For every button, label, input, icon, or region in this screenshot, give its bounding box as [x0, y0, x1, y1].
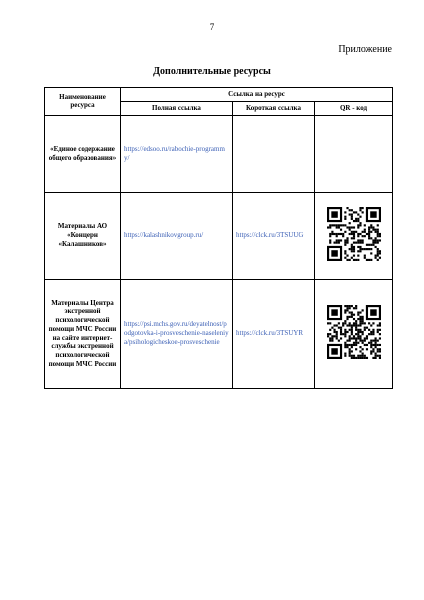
short-link[interactable]: https://clck.ru/3TSUUG [233, 192, 315, 279]
col-header-full-link: Полная ссылка [121, 101, 233, 115]
resource-name: Материалы Центра экстренной психологической помощи МЧС России на сайте интернет-службы экстренной психологической помощи МЧС России [45, 279, 121, 388]
full-link[interactable]: https://kalashnikovgroup.ru/ [121, 192, 233, 279]
resources-table [44, 87, 393, 389]
appendix-label: Приложение [338, 44, 392, 55]
qr-code-icon [327, 305, 381, 359]
table-row [45, 192, 393, 279]
col-header-short-link: Короткая ссылка [233, 101, 315, 115]
resource-name: «Единое содержание общего образования» [45, 115, 121, 192]
qr-cell-empty [315, 115, 393, 192]
qr-code-icon [327, 207, 381, 261]
table-row [45, 115, 393, 192]
short-link[interactable] [233, 115, 315, 192]
col-header-name: Наименование ресурса [45, 88, 121, 116]
page-title: Дополнительные ресурсы [153, 66, 271, 77]
short-link[interactable]: https://clck.ru/3TSUYR [233, 279, 315, 388]
resource-name: Материалы АО «Концерн «Калашников» [45, 192, 121, 279]
full-link[interactable]: https://edsoo.ru/rabochie-programmy/ [121, 115, 233, 192]
col-header-link-group: Ссылка на ресурс [121, 88, 393, 102]
full-link[interactable]: https://psi.mchs.gov.ru/deyatelnost/podgotovka-i-prosveschenie-naseleniya/psihologicheskoe-prosveschenie [121, 279, 233, 388]
table-row [45, 279, 393, 388]
page-number: 7 [209, 22, 215, 32]
col-header-qr: QR - код [315, 101, 393, 115]
